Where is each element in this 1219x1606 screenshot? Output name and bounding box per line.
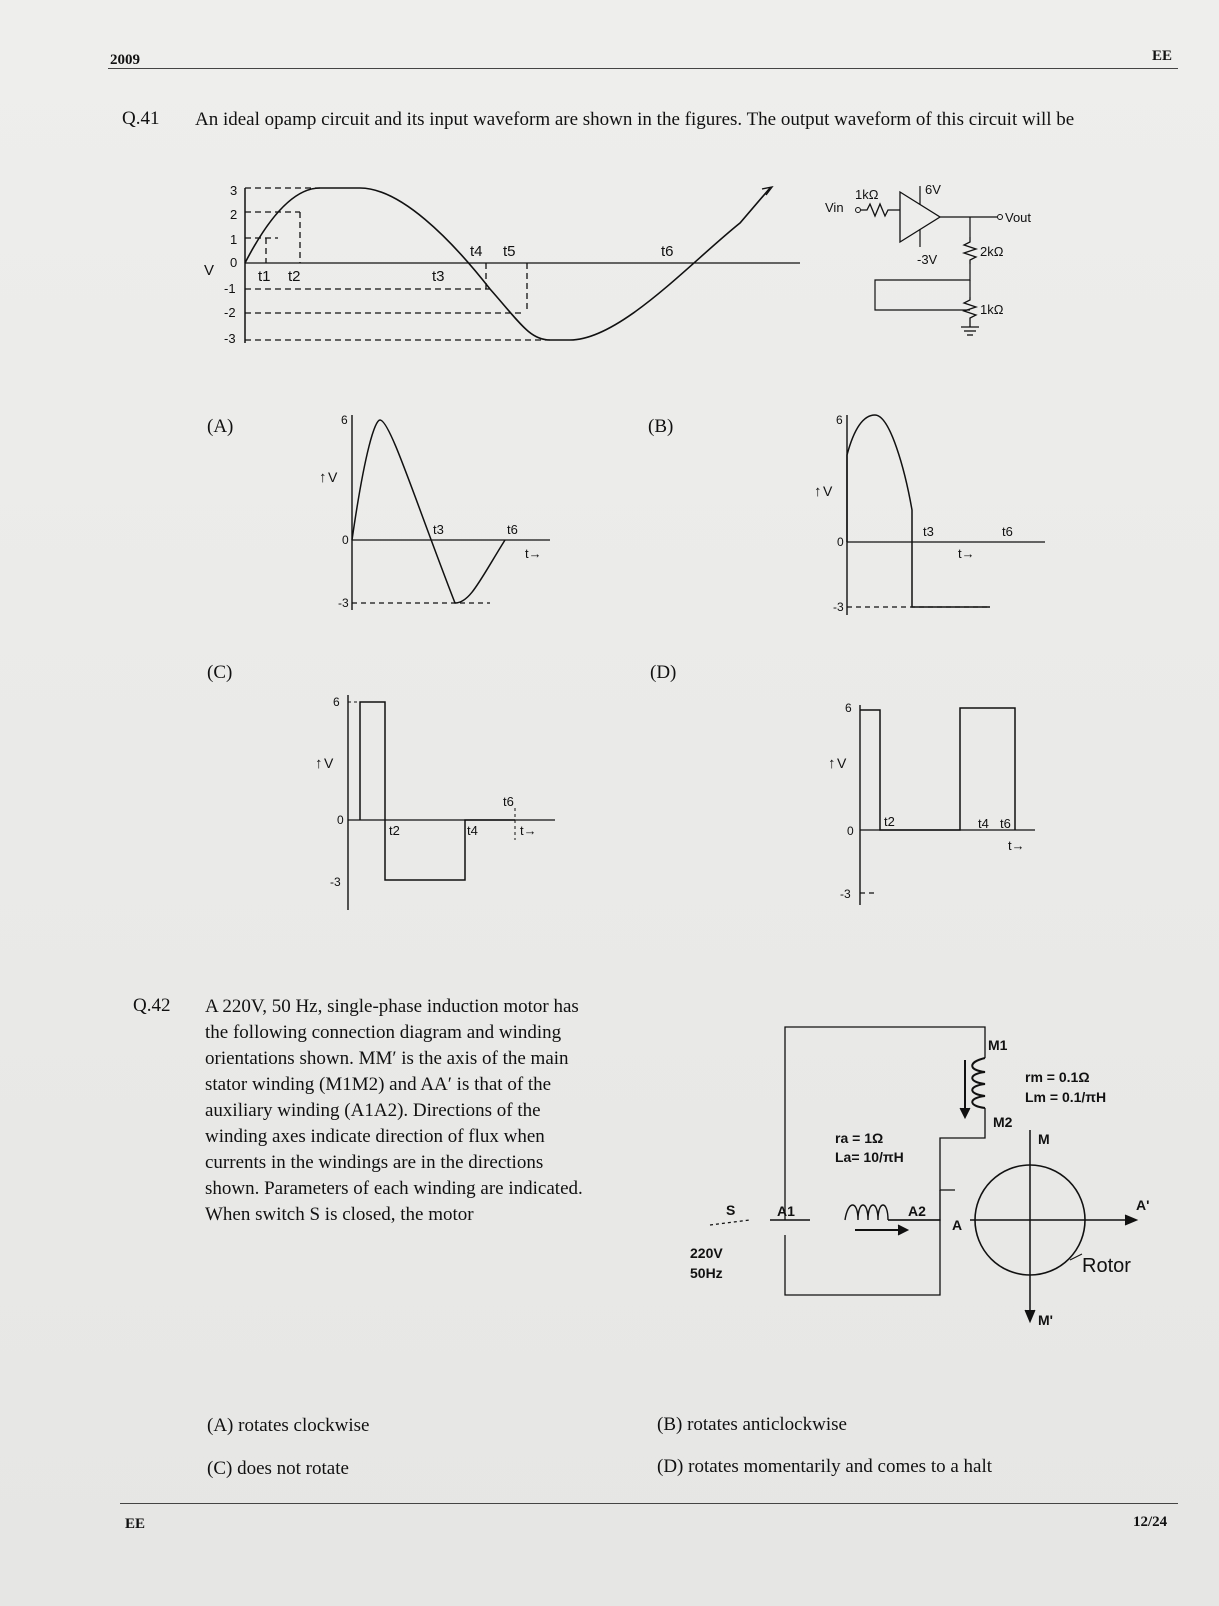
q41-number: Q.41 (122, 108, 160, 129)
circuit-r-top: 2kΩ (980, 244, 1004, 259)
input-ytick-neg3: -3 (224, 331, 236, 346)
diagram-switch: S (726, 1202, 736, 1218)
optD-square-wave (860, 708, 1015, 830)
input-ytick-2: 2 (230, 207, 238, 222)
diagram-supply-v: 220V (690, 1245, 723, 1261)
optB-mark-t3: t3 (923, 524, 934, 539)
diagram-lm: Lm = 0.1/πH (1025, 1089, 1107, 1105)
circuit-vout: Vout (1005, 210, 1032, 225)
q42-line-4: stator winding (M1M2) and AA′ is that of the (205, 1074, 552, 1095)
header-paper: EE (1152, 48, 1173, 64)
optC-mark-t4: t4 (467, 823, 478, 838)
diagram-a2: A2 (908, 1203, 926, 1219)
footer-rule (120, 1503, 1178, 1504)
q41-option-d-graph (820, 700, 1080, 905)
header-rule (108, 68, 1178, 69)
q41-option-c-label[interactable]: (C) (207, 662, 233, 683)
circuit-r-bottom: 1kΩ (980, 302, 1004, 317)
optC-axis-label: t→ (520, 823, 537, 838)
feedback-wire (875, 264, 970, 310)
input-ytick-0: 0 (230, 255, 238, 270)
vin-terminal (856, 208, 861, 213)
optC-ylabel: V (324, 755, 334, 771)
input-ytick-neg2: -2 (224, 305, 236, 320)
diagram-m-prime: M' (1038, 1312, 1053, 1328)
diagram-m1: M1 (988, 1037, 1008, 1053)
optA-curve (352, 420, 505, 603)
input-guide-lines (245, 188, 550, 340)
diagram-a1: A1 (777, 1203, 795, 1219)
optB-mark-t6: t6 (1002, 524, 1013, 539)
diagram-ra: ra = 1Ω (835, 1130, 884, 1146)
main-top-wire (785, 1027, 985, 1220)
input-mark-t1: t1 (258, 268, 271, 285)
aux-flux-arrowhead (898, 1225, 908, 1235)
optC-mark-t2: t2 (389, 823, 400, 838)
q41-option-d-label[interactable]: (D) (650, 662, 677, 683)
q42-line-3: orientations shown. MM′ is the axis of the main (205, 1048, 569, 1069)
optB-curve (847, 415, 990, 607)
input-mark-t3: t3 (432, 268, 445, 285)
q41-text: An ideal opamp circuit and its input waveform are shown in the figures. The output waveform of this circuit will be (195, 109, 1075, 130)
q42-line-1: A 220V, 50 Hz, single-phase induction motor has (205, 996, 579, 1017)
optC-ylabel-arrow: ↑ (315, 755, 323, 772)
optA-ymin: -3 (338, 596, 349, 610)
main-winding-coil (972, 1058, 985, 1108)
diagram-la: La= 10/πH (835, 1149, 904, 1165)
q42-line-2: the following connection diagram and winding (205, 1022, 562, 1043)
optB-ymax: 6 (836, 413, 843, 427)
main-flux-arrowhead (960, 1108, 970, 1118)
switch-blade (710, 1220, 750, 1225)
optD-mark-t2: t2 (884, 814, 895, 829)
footer-paper: EE (125, 1516, 146, 1532)
diagram-a-prime: A' (1136, 1197, 1150, 1213)
vout-terminal (998, 215, 1003, 220)
q41-option-b-label[interactable]: (B) (648, 416, 674, 437)
resistor-2k (964, 237, 976, 264)
optA-ymax: 6 (341, 413, 348, 427)
q41-option-a-graph (305, 410, 575, 610)
q41-option-b-graph (800, 410, 1070, 615)
optD-ymin: -3 (840, 887, 851, 901)
diagram-supply-f: 50Hz (690, 1265, 723, 1281)
optA-ylabel: V (328, 469, 338, 485)
aa-axis-arrowhead (1125, 1215, 1137, 1225)
input-mark-t6: t6 (661, 243, 674, 260)
optC-mark-t6: t6 (503, 794, 514, 809)
optD-yzero: 0 (847, 824, 854, 838)
q41-input-waveform (200, 183, 800, 358)
input-ytick-1: 1 (230, 232, 238, 247)
diagram-m2: M2 (993, 1114, 1013, 1130)
optD-ylabel: V (837, 755, 847, 771)
input-ytick-neg1: -1 (224, 281, 236, 296)
circuit-vin: Vin (825, 200, 844, 215)
q42-option-b[interactable]: (B) rotates anticlockwise (657, 1414, 847, 1435)
q41-option-a-label[interactable]: (A) (207, 416, 234, 437)
optD-ymax: 6 (845, 701, 852, 715)
input-mark-t2: t2 (288, 268, 301, 285)
mm-axis-arrowhead (1025, 1310, 1035, 1322)
q41-option-c-graph (310, 690, 570, 910)
footer-page: 12/24 (1133, 1514, 1168, 1530)
optD-ylabel-arrow: ↑ (828, 755, 836, 772)
return-wire (785, 1220, 940, 1295)
q42-line-5: auxiliary winding (A1A2). Directions of the (205, 1100, 541, 1121)
q42-motor-diagram (690, 1020, 1160, 1360)
q42-option-c[interactable]: (C) does not rotate (207, 1458, 349, 1479)
circuit-supply-neg: -3V (917, 252, 938, 267)
input-mark-t5: t5 (503, 243, 516, 260)
q42-line-8: shown. Parameters of each winding are indicated. (205, 1178, 583, 1199)
optB-yzero: 0 (837, 535, 844, 549)
header-year: 2009 (110, 52, 140, 68)
optB-ylabel-arrow: ↑ (814, 483, 822, 500)
input-sine-curve (245, 188, 770, 340)
q41-opamp-circuit (825, 182, 1085, 362)
q42-line-7: currents in the windings are in the directions (205, 1152, 544, 1173)
q42-text (205, 994, 675, 1228)
optA-mark-t6: t6 (507, 522, 518, 537)
input-ytick-3: 3 (230, 183, 238, 198)
circuit-r-in: 1kΩ (855, 187, 879, 202)
optC-ymax: 6 (333, 695, 340, 709)
optA-ylabel-arrow: ↑ (319, 469, 327, 486)
circuit-supply-pos: 6V (925, 182, 941, 197)
optD-mark-t4: t4 (978, 816, 989, 831)
optA-axis-label: t→ (525, 546, 542, 561)
optA-yzero: 0 (342, 533, 349, 547)
diagram-rm: rm = 0.1Ω (1025, 1069, 1090, 1085)
optA-mark-t3: t3 (433, 522, 444, 537)
input-ylabel: V (204, 262, 215, 279)
optD-axis-label: t→ (1008, 838, 1025, 853)
main-bottom-wire (940, 1108, 985, 1190)
q42-option-d[interactable]: (D) rotates momentarily and comes to a halt (657, 1456, 993, 1477)
optD-mark-t6: t6 (1000, 816, 1011, 831)
optB-ymin: -3 (833, 600, 844, 614)
q42-number: Q.42 (133, 995, 171, 1016)
diagram-a: A (952, 1217, 963, 1233)
optB-ylabel: V (823, 483, 833, 499)
optC-ymin: -3 (330, 875, 341, 889)
q42-line-6: winding axes indicate direction of flux when (205, 1126, 545, 1147)
diagram-m: M (1038, 1131, 1050, 1147)
optC-square-wave (360, 702, 515, 880)
input-mark-t4: t4 (470, 243, 483, 260)
optB-axis-label: t→ (958, 546, 975, 561)
q42-option-a[interactable]: (A) rotates clockwise (207, 1415, 370, 1436)
resistor-1k (964, 297, 976, 327)
input-resistor (861, 204, 900, 216)
optC-yzero: 0 (337, 813, 344, 827)
q42-line-9: When switch S is closed, the motor (205, 1204, 474, 1225)
diagram-rotor: Rotor (1082, 1255, 1131, 1277)
